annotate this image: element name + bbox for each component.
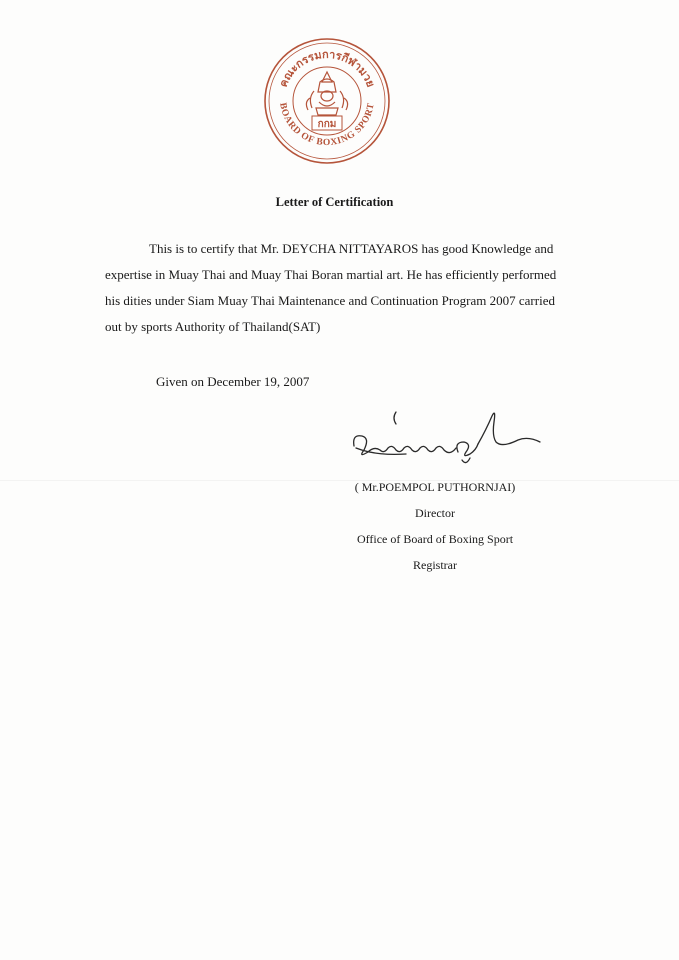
given-date: Given on December 19, 2007: [156, 374, 310, 389]
seal-bottom-text: BOARD OF BOXING SPORT: [277, 101, 377, 149]
body-line-3: his dities under Siam Muay Thai Maintenance and Continuation Program 2007 carried: [105, 293, 555, 308]
body-line-4: out by sports Authority of Thailand(SAT): [105, 319, 321, 334]
body-line-1: This is to certify that Mr. DEYCHA NITTAYAROS has good Knowledge and: [149, 241, 554, 256]
certification-body: [105, 236, 595, 340]
signatory-role: Registrar: [413, 558, 457, 572]
signatory-name: ( Mr.POEMPOL PUTHORNJAI): [354, 480, 516, 494]
signatory-block: [330, 474, 540, 578]
seal-center-text: กกม: [317, 119, 337, 130]
director-signature: [346, 408, 546, 468]
signatory-office: Office of Board of Boxing Sport: [356, 532, 514, 546]
signatory-position: Director: [415, 506, 455, 520]
board-of-boxing-sport-seal: [262, 36, 392, 166]
body-line-2: expertise in Muay Thai and Muay Thai Boran martial art. He has efficiently performed: [105, 267, 557, 282]
svg-text:คณะกรรมการกีฬามวย: [277, 48, 378, 89]
letter-title: Letter of Certification: [275, 195, 394, 209]
seal-top-text: คณะกรรมการกีฬามวย: [276, 47, 378, 90]
